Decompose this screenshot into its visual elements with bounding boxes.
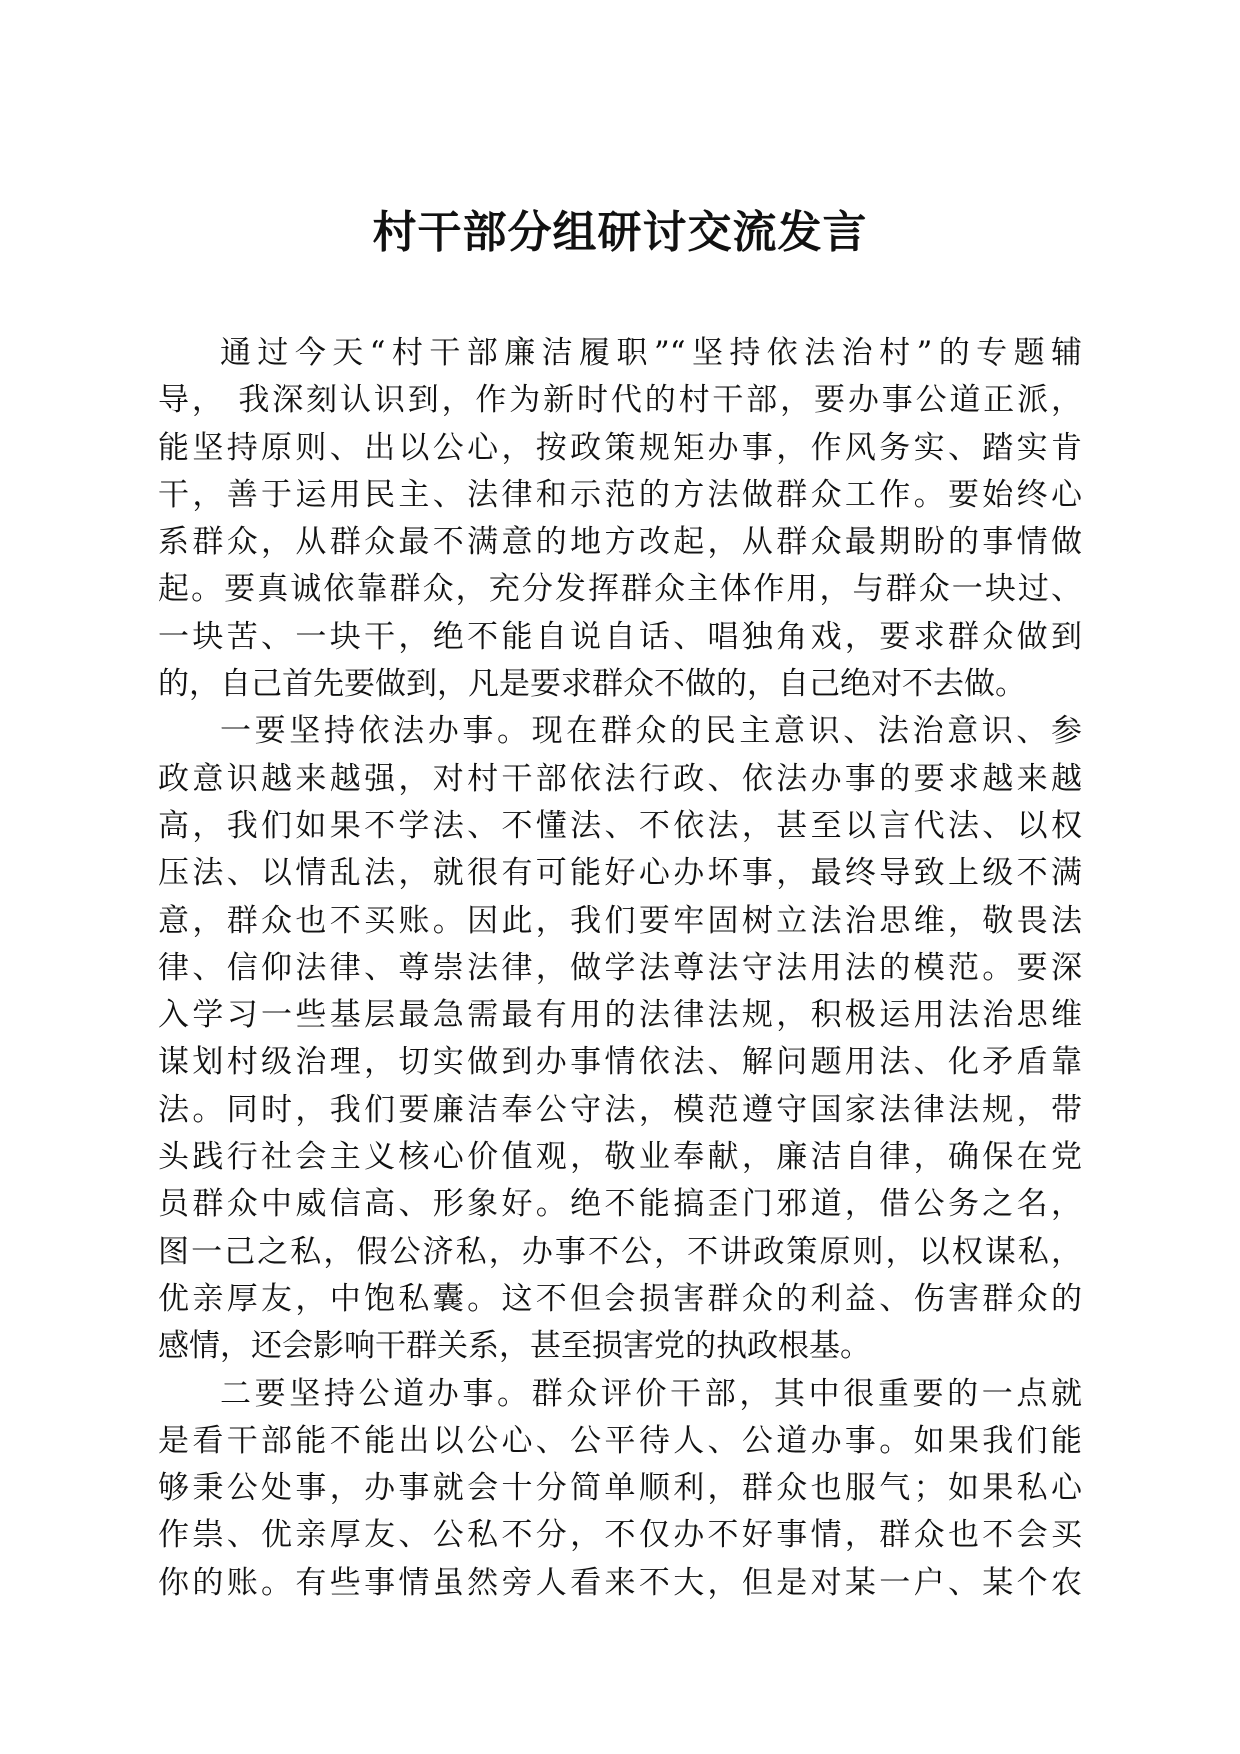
text-line: 员群众中威信高、形象好。绝不能搞歪门邪道，借公务之名， bbox=[158, 1186, 1082, 1223]
text-line: 一块苦、一块干，绝不能自说自话、唱独角戏，要求群众做到 bbox=[158, 618, 1082, 655]
text-line: 二要坚持公道办事。群众评价干部，其中很重要的一点就 bbox=[220, 1375, 1082, 1412]
text-line: 优亲厚友，中饱私囊。这不但会损害群众的利益、伤害群众的 bbox=[158, 1280, 1082, 1317]
text-line: 谋划村级治理，切实做到办事情依法、解问题用法、化矛盾靠 bbox=[158, 1044, 1082, 1081]
text-line: 起。要真诚依靠群众，充分发挥群众主体作用，与群众一块过、 bbox=[158, 571, 1082, 608]
text-line: 入学习一些基层最急需最有用的法律法规，积极运用法治思维 bbox=[158, 997, 1082, 1034]
document-body bbox=[158, 330, 1082, 1607]
text-line: 感情，还会影响干群关系，甚至损害党的执政根基。 bbox=[158, 1328, 871, 1365]
text-line: 图一己之私，假公济私，办事不公，不讲政策原则，以权谋私， bbox=[158, 1233, 1082, 1270]
text-line: 通过今天“村干部廉洁履职”“坚持依法治村”的专题辅 bbox=[220, 335, 1082, 371]
text-line: 意，群众也不买账。因此，我们要牢固树立法治思维，敬畏法 bbox=[158, 902, 1082, 939]
text-line: 导， 我深刻认识到，作为新时代的村干部，要办事公道正派， bbox=[158, 382, 1082, 419]
text-line: 系群众，从群众最不满意的地方改起，从群众最期盼的事情做 bbox=[158, 524, 1082, 561]
text-line: 够秉公处事，办事就会十分简单顺利，群众也服气；如果私心 bbox=[158, 1470, 1082, 1507]
text-line: 政意识越来越强，对村干部依法行政、依法办事的要求越来越 bbox=[158, 760, 1082, 797]
text-line: 是看干部能不能出以公心、公平待人、公道办事。如果我们能 bbox=[158, 1422, 1082, 1459]
text-line: 法。同时，我们要廉洁奉公守法，模范遵守国家法律法规，带 bbox=[158, 1091, 1082, 1128]
text-line: 高，我们如果不学法、不懂法、不依法，甚至以言代法、以权 bbox=[158, 807, 1082, 844]
document-title: 村干部分组研讨交流发言 bbox=[372, 207, 868, 258]
text-line: 律、信仰法律、尊崇法律，做学法尊法守法用法的模范。要深 bbox=[158, 949, 1082, 986]
text-line: 干，善于运用民主、法律和示范的方法做群众工作。要始终心 bbox=[158, 476, 1082, 513]
text-line: 头践行社会主义核心价值观，敬业奉献，廉洁自律，确保在党 bbox=[158, 1139, 1082, 1176]
text-line: 压法、以情乱法，就很有可能好心办坏事，最终导致上级不满 bbox=[158, 855, 1082, 892]
text-line: 的，自己首先要做到，凡是要求群众不做的，自己绝对不去做。 bbox=[158, 666, 1026, 703]
text-line: 作祟、优亲厚友、公私不分，不仅办不好事情，群众也不会买 bbox=[158, 1517, 1082, 1554]
text-line: 一要坚持依法办事。现在群众的民主意识、法治意识、参 bbox=[220, 713, 1082, 750]
text-line: 能坚持原则、出以公心，按政策规矩办事，作风务实、踏实肯 bbox=[158, 429, 1082, 466]
text-line: 你的账。有些事情虽然旁人看来不大，但是对某一户、某个农 bbox=[158, 1564, 1082, 1601]
